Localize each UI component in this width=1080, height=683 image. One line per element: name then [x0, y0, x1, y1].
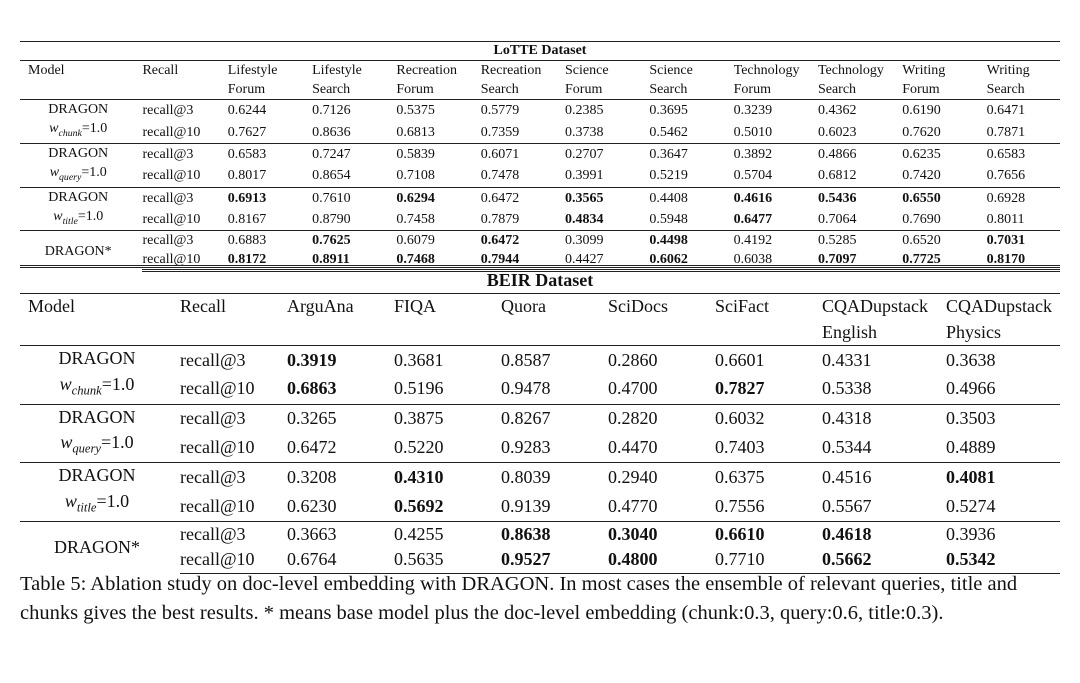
value-cell: 0.3099 — [565, 231, 649, 251]
weight-value: =1.0 — [101, 373, 135, 394]
value-cell: 0.4318 — [822, 404, 946, 433]
weight-symbol: w — [49, 121, 59, 136]
model-name: DRAGON — [48, 145, 109, 161]
value-cell: 0.8011 — [986, 212, 1025, 228]
value-cell: 0.6883 — [228, 231, 312, 251]
weight-value: =1.0 — [81, 121, 108, 136]
value-cell: 0.3936 — [946, 521, 1060, 547]
value-cell: 0.8790 — [312, 212, 351, 228]
value-cell: 0.8167 — [227, 212, 267, 228]
model-cell — [20, 187, 142, 231]
value-cell: 0.4427 — [565, 250, 649, 271]
weight-subscript: query — [72, 441, 102, 456]
value-cell: 0.6764 — [287, 547, 394, 573]
value-cell: 0.6244 — [228, 100, 312, 122]
beir-header-line2-8: Physics — [946, 321, 1002, 342]
value-cell: 0.7690 — [902, 212, 941, 228]
value-cell: 0.3503 — [946, 404, 1060, 433]
value-cell: 0.3919 — [287, 346, 394, 375]
value-cell: 0.6913 — [228, 187, 312, 209]
value-cell: 0.5285 — [818, 231, 902, 251]
value-cell: 0.5462 — [649, 124, 688, 140]
value-cell: 0.4889 — [946, 437, 996, 458]
model-cell — [20, 143, 142, 187]
lotte-header-line2-10: Forum — [902, 82, 940, 97]
value-cell: 0.4618 — [822, 521, 946, 547]
model-name: DRAGON* — [53, 536, 140, 557]
value-cell: 0.7710 — [715, 547, 822, 573]
lotte-header-line2-6: Forum — [565, 82, 603, 97]
value-cell: 0.5839 — [396, 143, 480, 165]
value-cell: 0.7610 — [312, 187, 396, 209]
model-weight — [20, 207, 136, 231]
beir-header-0: Model — [28, 296, 75, 316]
value-cell: 0.6023 — [817, 124, 857, 140]
value-cell: 0.5375 — [396, 100, 480, 122]
value-cell: 0.5274 — [946, 495, 996, 516]
lotte-header-4: Recreation — [396, 63, 458, 78]
value-cell: 0.3695 — [649, 100, 733, 122]
value-cell: 0.6812 — [817, 168, 857, 184]
lotte-table — [20, 41, 1060, 272]
value-cell: 0.7827 — [715, 378, 765, 399]
table-row — [20, 209, 1060, 231]
table-row — [20, 521, 1060, 547]
recall-label: recall@3 — [180, 346, 287, 375]
weight-subscript: chunk — [58, 127, 82, 139]
value-cell: 0.3738 — [565, 124, 604, 140]
value-cell: 0.3040 — [608, 521, 715, 547]
value-cell: 0.4770 — [608, 495, 658, 516]
value-cell: 0.5692 — [394, 495, 444, 516]
model-name: DRAGON* — [44, 243, 112, 259]
value-cell: 0.4834 — [565, 212, 604, 228]
value-cell: 0.4498 — [649, 231, 733, 251]
lotte-header-0: Model — [28, 63, 65, 78]
recall-label: recall@10 — [142, 212, 201, 228]
value-cell: 0.9478 — [501, 378, 551, 399]
value-cell: 0.5342 — [946, 547, 1060, 573]
lotte-header-1: Recall — [142, 63, 179, 78]
model-weight — [20, 119, 136, 143]
value-cell: 0.7656 — [986, 168, 1026, 184]
weight-subscript: title — [62, 215, 78, 227]
value-cell: 0.8172 — [228, 250, 312, 271]
value-cell: 0.5436 — [818, 187, 902, 209]
table-row — [20, 187, 1060, 209]
model-cell — [20, 100, 142, 144]
recall-label: recall@10 — [180, 437, 255, 458]
table-row — [20, 346, 1060, 375]
value-cell: 0.5338 — [822, 378, 872, 399]
lotte-header-8: Technology — [733, 63, 800, 78]
value-cell: 0.7126 — [312, 100, 396, 122]
value-cell: 0.6190 — [902, 100, 986, 122]
recall-label: recall@10 — [180, 378, 255, 399]
lotte-header-line2-9: Search — [817, 82, 857, 97]
beir-header-line2-0 — [20, 320, 180, 346]
weight-symbol: w — [53, 208, 63, 224]
recall-label: recall@3 — [142, 100, 227, 122]
beir-header-line2-5 — [608, 320, 715, 346]
value-cell: 0.6079 — [396, 231, 480, 251]
value-cell: 0.6472 — [481, 187, 565, 209]
value-cell: 0.2707 — [565, 143, 649, 165]
lotte-header-11: Writing — [986, 63, 1030, 78]
lotte-header-line2-3: Search — [312, 82, 351, 97]
value-cell: 0.2820 — [608, 404, 715, 433]
model-name: DRAGON — [48, 189, 109, 205]
value-cell: 0.8017 — [227, 168, 267, 184]
value-cell: 0.7478 — [480, 168, 520, 184]
value-cell: 0.6471 — [987, 100, 1060, 122]
value-cell: 0.6520 — [902, 231, 986, 251]
table-row — [20, 165, 1060, 187]
model-weight — [20, 372, 174, 404]
value-cell: 0.5704 — [733, 168, 773, 184]
value-cell: 0.6550 — [902, 187, 986, 209]
value-cell: 0.4516 — [822, 463, 946, 492]
value-cell: 0.4470 — [608, 437, 658, 458]
beir-header-line2-2 — [287, 320, 394, 346]
beir-header-line2-1 — [180, 320, 287, 346]
value-cell: 0.3565 — [565, 187, 649, 209]
value-cell: 0.3647 — [649, 143, 733, 165]
value-cell: 0.6610 — [715, 521, 822, 547]
value-cell: 0.8170 — [987, 250, 1060, 271]
value-cell: 0.5662 — [822, 547, 946, 573]
value-cell: 0.4362 — [818, 100, 902, 122]
recall-label: recall@3 — [142, 187, 227, 209]
lotte-header-9: Technology — [817, 63, 884, 78]
value-cell: 0.7625 — [312, 231, 396, 251]
table-row — [20, 121, 1060, 143]
value-cell: 0.6472 — [287, 437, 337, 458]
lotte-header-7: Science — [649, 63, 693, 78]
weight-symbol: w — [49, 164, 60, 180]
value-cell: 0.6477 — [733, 212, 773, 228]
weight-value: =1.0 — [101, 432, 134, 453]
beir-table — [20, 265, 1060, 574]
value-cell: 0.6230 — [287, 495, 337, 516]
value-cell: 0.4408 — [649, 187, 733, 209]
value-cell: 0.2860 — [608, 346, 715, 375]
weight-symbol: w — [64, 490, 77, 511]
lotte-header-5: Recreation — [480, 63, 542, 78]
value-cell: 0.4255 — [394, 521, 501, 547]
value-cell: 0.4700 — [608, 378, 658, 399]
value-cell: 0.8911 — [312, 250, 396, 271]
weight-symbol: w — [59, 373, 72, 394]
model-cell — [20, 404, 180, 463]
value-cell: 0.5219 — [649, 168, 688, 184]
lotte-header-line2-5: Search — [480, 82, 519, 97]
value-cell: 0.9283 — [501, 437, 551, 458]
lotte-header-2: Lifestyle — [227, 63, 278, 78]
table-row — [20, 231, 1060, 251]
value-cell: 0.6062 — [649, 250, 733, 271]
weight-value: =1.0 — [81, 164, 107, 180]
value-cell: 0.3875 — [394, 404, 501, 433]
value-cell: 0.4800 — [608, 547, 715, 573]
beir-header-4: Quora — [501, 296, 546, 316]
model-cell — [20, 521, 180, 573]
value-cell: 0.6583 — [987, 143, 1060, 165]
beir-header-7: CQADupstack — [822, 296, 928, 316]
table-row — [20, 404, 1060, 433]
value-cell: 0.7097 — [818, 250, 902, 271]
value-cell: 0.6928 — [987, 187, 1060, 209]
weight-value: =1.0 — [77, 208, 104, 224]
value-cell: 0.7458 — [396, 212, 435, 228]
value-cell: 0.7620 — [902, 124, 941, 140]
value-cell: 0.3681 — [394, 346, 501, 375]
value-cell: 0.3208 — [287, 463, 394, 492]
value-cell: 0.8654 — [312, 168, 351, 184]
value-cell: 0.7627 — [227, 124, 267, 140]
beir-header-2: ArguAna — [287, 296, 354, 316]
beir-header-line2-4 — [501, 320, 608, 346]
beir-header-3: FIQA — [394, 296, 437, 316]
value-cell: 0.5220 — [394, 437, 444, 458]
recall-label: recall@10 — [142, 124, 201, 140]
value-cell: 0.6813 — [396, 124, 435, 140]
recall-label: recall@3 — [180, 521, 287, 547]
beir-header-1: Recall — [180, 296, 226, 316]
value-cell: 0.3265 — [287, 404, 394, 433]
value-cell: 0.7247 — [312, 143, 396, 165]
value-cell: 0.5344 — [822, 437, 872, 458]
recall-label: recall@3 — [142, 231, 227, 251]
value-cell: 0.2385 — [565, 100, 649, 122]
value-cell: 0.6375 — [715, 463, 822, 492]
value-cell: 0.5196 — [394, 378, 444, 399]
lotte-header-3: Lifestyle — [312, 63, 362, 78]
value-cell: 0.4192 — [734, 231, 818, 251]
lotte-title: LoTTE Dataset — [20, 42, 1060, 61]
model-name: DRAGON — [58, 348, 136, 368]
value-cell: 0.5010 — [733, 124, 773, 140]
value-cell: 0.6071 — [481, 143, 565, 165]
value-cell: 0.4331 — [822, 346, 946, 375]
recall-label: recall@10 — [142, 250, 227, 271]
lotte-header-line2-11: Search — [986, 82, 1025, 97]
value-cell: 0.6038 — [734, 250, 818, 271]
table-row — [20, 463, 1060, 492]
table-row — [20, 100, 1060, 122]
value-cell: 0.5635 — [394, 547, 501, 573]
value-cell: 0.4616 — [734, 187, 818, 209]
value-cell: 0.7108 — [396, 168, 435, 184]
recall-label: recall@3 — [180, 463, 287, 492]
value-cell: 0.3892 — [734, 143, 818, 165]
recall-label: recall@10 — [180, 547, 287, 573]
recall-label: recall@3 — [142, 143, 227, 165]
beir-header-line2-6 — [715, 320, 822, 346]
weight-subscript: title — [76, 500, 97, 515]
beir-header-6: SciFact — [715, 296, 769, 316]
lotte-header-line2-0 — [20, 80, 142, 100]
value-cell: 0.6472 — [481, 231, 565, 251]
model-weight — [20, 163, 136, 187]
value-cell: 0.8587 — [501, 346, 608, 375]
beir-header-8: CQADupstack — [946, 296, 1052, 316]
recall-label: recall@3 — [180, 404, 287, 433]
beir-header-line2-7: English — [822, 321, 878, 342]
recall-label: recall@10 — [142, 168, 201, 184]
value-cell: 0.3638 — [946, 346, 1060, 375]
value-cell: 0.9527 — [501, 547, 608, 573]
weight-subscript: query — [59, 171, 82, 183]
beir-title: BEIR Dataset — [20, 267, 1060, 294]
value-cell: 0.5779 — [481, 100, 565, 122]
value-cell: 0.8267 — [501, 404, 608, 433]
value-cell: 0.4866 — [818, 143, 902, 165]
model-weight — [20, 430, 174, 462]
beir-header-5: SciDocs — [608, 296, 668, 316]
value-cell: 0.4081 — [946, 463, 1060, 492]
value-cell: 0.7556 — [715, 495, 765, 516]
value-cell: 0.7879 — [480, 212, 520, 228]
value-cell: 0.7725 — [902, 250, 986, 271]
value-cell: 0.8039 — [501, 463, 608, 492]
value-cell: 0.6235 — [902, 143, 986, 165]
value-cell: 0.7420 — [902, 168, 941, 184]
value-cell: 0.7468 — [396, 250, 480, 271]
value-cell: 0.7031 — [987, 231, 1060, 251]
recall-label: recall@10 — [180, 495, 255, 516]
value-cell: 0.7064 — [817, 212, 857, 228]
value-cell: 0.8638 — [501, 521, 608, 547]
value-cell: 0.6583 — [228, 143, 312, 165]
lotte-header-6: Science — [565, 63, 609, 78]
value-cell: 0.2940 — [608, 463, 715, 492]
value-cell: 0.6294 — [396, 187, 480, 209]
lotte-header-line2-2: Forum — [227, 82, 266, 97]
lotte-header-line2-4: Forum — [396, 82, 434, 97]
weight-symbol: w — [60, 432, 73, 453]
value-cell: 0.7871 — [986, 124, 1026, 140]
model-cell — [20, 346, 180, 405]
lotte-header-line2-8: Forum — [733, 82, 771, 97]
weight-subscript: chunk — [71, 383, 102, 398]
lotte-header-line2-7: Search — [649, 82, 688, 97]
value-cell: 0.7359 — [480, 124, 520, 140]
value-cell: 0.8636 — [312, 124, 351, 140]
value-cell: 0.3239 — [734, 100, 818, 122]
model-name: DRAGON — [48, 102, 109, 117]
value-cell: 0.4966 — [946, 378, 996, 399]
table-row — [20, 143, 1060, 165]
value-cell: 0.5948 — [649, 212, 688, 228]
value-cell: 0.5567 — [822, 495, 872, 516]
value-cell: 0.7403 — [715, 437, 765, 458]
model-cell — [20, 463, 180, 522]
value-cell: 0.3991 — [565, 168, 604, 184]
value-cell: 0.3663 — [287, 521, 394, 547]
value-cell: 0.6032 — [715, 404, 822, 433]
lotte-header-10: Writing — [902, 63, 946, 78]
model-name: DRAGON — [58, 465, 136, 486]
weight-value: =1.0 — [96, 490, 130, 511]
value-cell: 0.7944 — [481, 250, 565, 271]
beir-header-line2-3 — [394, 320, 501, 346]
table-caption: Table 5: Ablation study on doc-level embedding with DRAGON. In most cases the ensemble of relevant queries, title and chunks gives the best results. * means base model plus the doc-level embedding (chunk:0.3, query:0.6, title:0.3). — [20, 573, 1018, 624]
model-weight — [20, 489, 174, 521]
lotte-header-line2-1 — [142, 80, 227, 100]
value-cell: 0.9139 — [501, 495, 551, 516]
value-cell: 0.6601 — [715, 346, 822, 375]
model-name: DRAGON — [58, 406, 136, 427]
value-cell: 0.6863 — [287, 378, 337, 399]
value-cell: 0.4310 — [394, 463, 501, 492]
